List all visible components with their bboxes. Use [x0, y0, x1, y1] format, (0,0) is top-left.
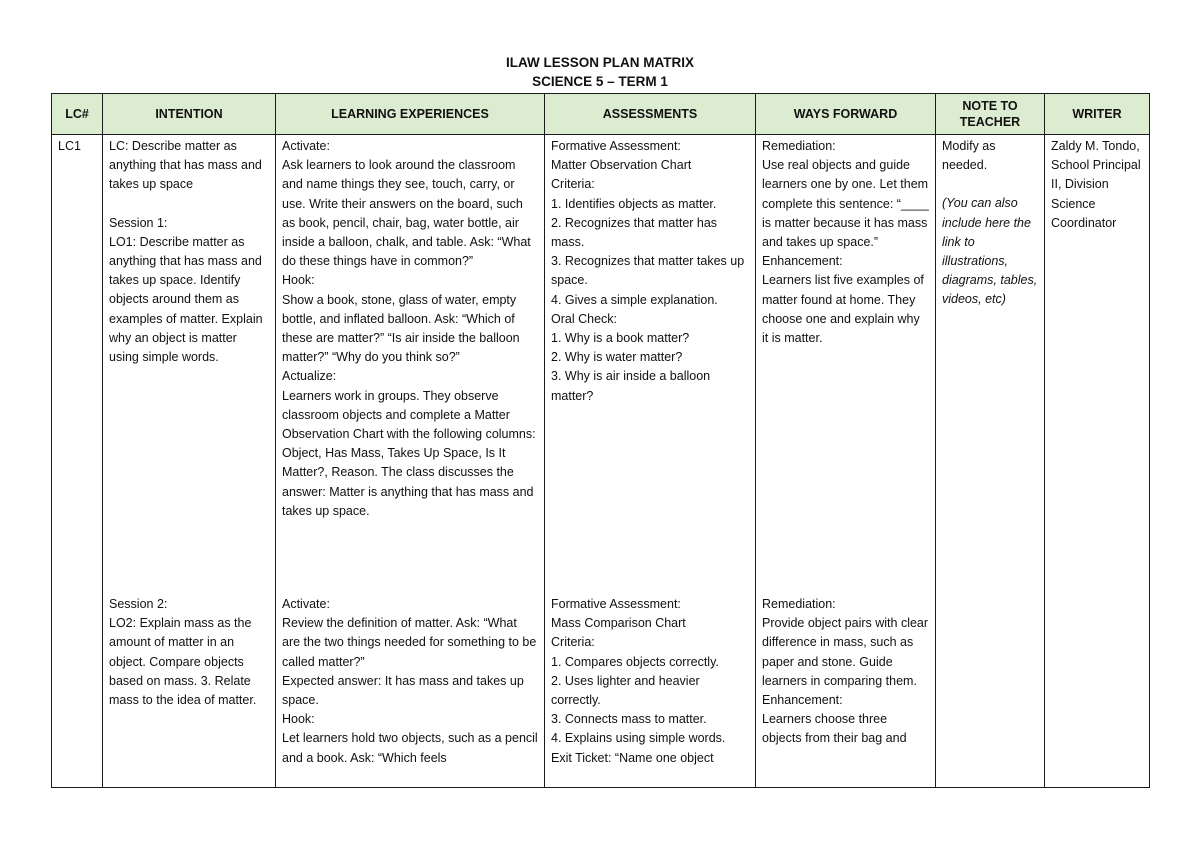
- learning-cell-session-2: [276, 593, 545, 788]
- ways-forward-session-1-text: Remediation: Use real objects and guide learners one by one. Let them complete this sentence: “____ is matter because it has mass and takes up space.” Enhancement: Learners list five examples of matter found at home. They choose one and explain why it is matter.: [762, 139, 929, 346]
- ways-forward-cell-session-1: [756, 135, 936, 594]
- note-cell: [936, 135, 1045, 594]
- assessment-cell-session-1: [545, 135, 756, 594]
- learning-session-2-text: Activate: Review the definition of matter. Ask: “What are the two things needed for something to be called matter?” Expected answer: It has mass and takes up space. Hook: Let learners hold two objects, such as a pencil and a book. Ask: “Which feels: [282, 597, 538, 765]
- writer-cell: [1045, 135, 1150, 594]
- ways-forward-cell-session-2: [756, 593, 936, 788]
- document-title: ILAW LESSON PLAN MATRIX: [506, 55, 694, 70]
- table-row: [52, 135, 1150, 594]
- header-lc: LC#: [52, 94, 103, 135]
- intention-cell-session-1: [103, 135, 276, 594]
- note-cell-continued: [936, 593, 1045, 788]
- ways-forward-session-2-text: Remediation: Provide object pairs with clear difference in mass, such as paper and stone. Guide learners in comparing them. Enhancement: Learners choose three objects from their bag and: [762, 597, 929, 746]
- lc-number: LC1: [58, 139, 81, 153]
- assessment-session-2-text: Formative Assessment: Mass Comparison Chart Criteria: 1. Compares objects correctly. 2. Uses lighter and heavier correctly. 3. Connects mass to matter. 4. Explains using simple words. Exit Ticket: “Name one object: [551, 597, 726, 765]
- lc-cell: [52, 135, 103, 594]
- note-italic-text: (You can also include here the link to illustrations, diagrams, tables, videos, etc): [942, 196, 1038, 307]
- intention-session-2-text: Session 2: LO2: Explain mass as the amount of matter in an object. Compare objects based on mass. 3. Relate mass to the idea of matter.: [109, 597, 257, 708]
- learning-cell-session-1: [276, 135, 545, 594]
- intention-lc-text: LC: Describe matter as anything that has mass and takes up space: [109, 139, 262, 192]
- header-ways-forward: WAYS FORWARD: [756, 94, 936, 135]
- header-writer: WRITER: [1045, 94, 1150, 135]
- header-learning-experiences: LEARNING EXPERIENCES: [276, 94, 545, 135]
- header-note-to-teacher: NOTE TO TEACHER: [936, 94, 1045, 135]
- table-header-row: [52, 94, 1150, 135]
- writer-text: Zaldy M. Tondo, School Principal II, Division Science Coordinator: [1051, 139, 1141, 230]
- lc-cell-continued: [52, 593, 103, 788]
- learning-session-1-text: Activate: Ask learners to look around the classroom and name things they see, touch, carry, or use. Write their answers on the board, such as book, pencil, chair, bag, water bottle, air inside a balloon, chalk, and table. Ask: “What do these things have in common?” Hook: Show a book, stone, glass of water, empty bottle, and inflated balloon. Ask: “Which of these are matter?” “Is air inside the balloon matter?” “Why do you think so?” Actualize: Learners work in groups. They observe classroom objects and complete a Matter Observation Chart with the following columns: Object, Has Mass, Takes Up Space, Is It Matter?, Reason. The class discusses the answer: Matter is anything that has mass and takes up space.: [282, 139, 536, 518]
- assessment-cell-session-2: [545, 593, 756, 788]
- header-intention: INTENTION: [103, 94, 276, 135]
- note-text: Modify as needed.: [942, 139, 996, 173]
- writer-cell-continued: [1045, 593, 1150, 788]
- assessment-session-1-text: Formative Assessment: Matter Observation Chart Criteria: 1. Identifies objects as matter. 2. Recognizes that matter has mass. 3. Recognizes that matter takes up space. 4. Gives a simple explanation. Oral Check: 1. Why is a book matter? 2. Why is water matter? 3. Why is air inside a balloon matter?: [551, 139, 745, 403]
- intention-cell-session-2: [103, 593, 276, 788]
- header-assessments: ASSESSMENTS: [545, 94, 756, 135]
- document-subtitle: SCIENCE 5 – TERM 1: [532, 74, 668, 89]
- table-row: [52, 593, 1150, 788]
- intention-session-1-text: Session 1: LO1: Describe matter as anything that has mass and takes up space. Identify objects around them as examples of matter. Explain why an object is matter using simple words.: [109, 215, 263, 365]
- lesson-plan-table: [51, 93, 1150, 788]
